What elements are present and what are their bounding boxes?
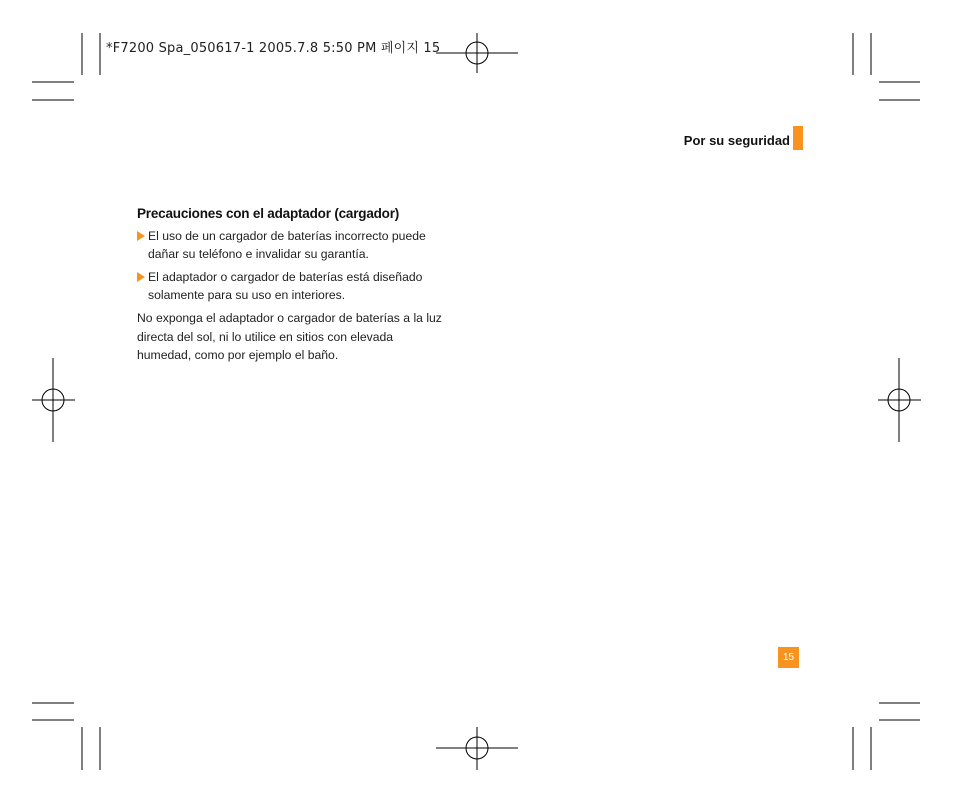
triangle-bullet-icon [137, 231, 145, 241]
main-content [137, 206, 447, 365]
body-paragraph: No exponga el adaptador o cargador de baterías a la luz directa del sol, ni lo utilice en sitios con elevada humedad, como por ejemplo el baño. [137, 311, 442, 362]
precaution-list [137, 227, 447, 304]
section-accent-tab [793, 126, 803, 150]
section-heading: Precauciones con el adaptador (cargador) [137, 206, 400, 221]
print-slug-line: *F7200 Spa_050617-1 2005.7.8 5:50 PM 페이지 15 [106, 41, 441, 56]
list-item-text: El adaptador o cargador de baterías está diseñado solamente para su uso en interiores. [148, 270, 423, 302]
page-number-badge: 15 [778, 647, 799, 668]
list-item-text: El uso de un cargador de baterías incorrecto puede dañar su teléfono e invalidar su garantía. [148, 229, 426, 261]
section-title: Por su seguridad [683, 133, 790, 148]
list-item [137, 227, 447, 263]
list-item [137, 268, 447, 304]
triangle-bullet-icon [137, 272, 145, 282]
